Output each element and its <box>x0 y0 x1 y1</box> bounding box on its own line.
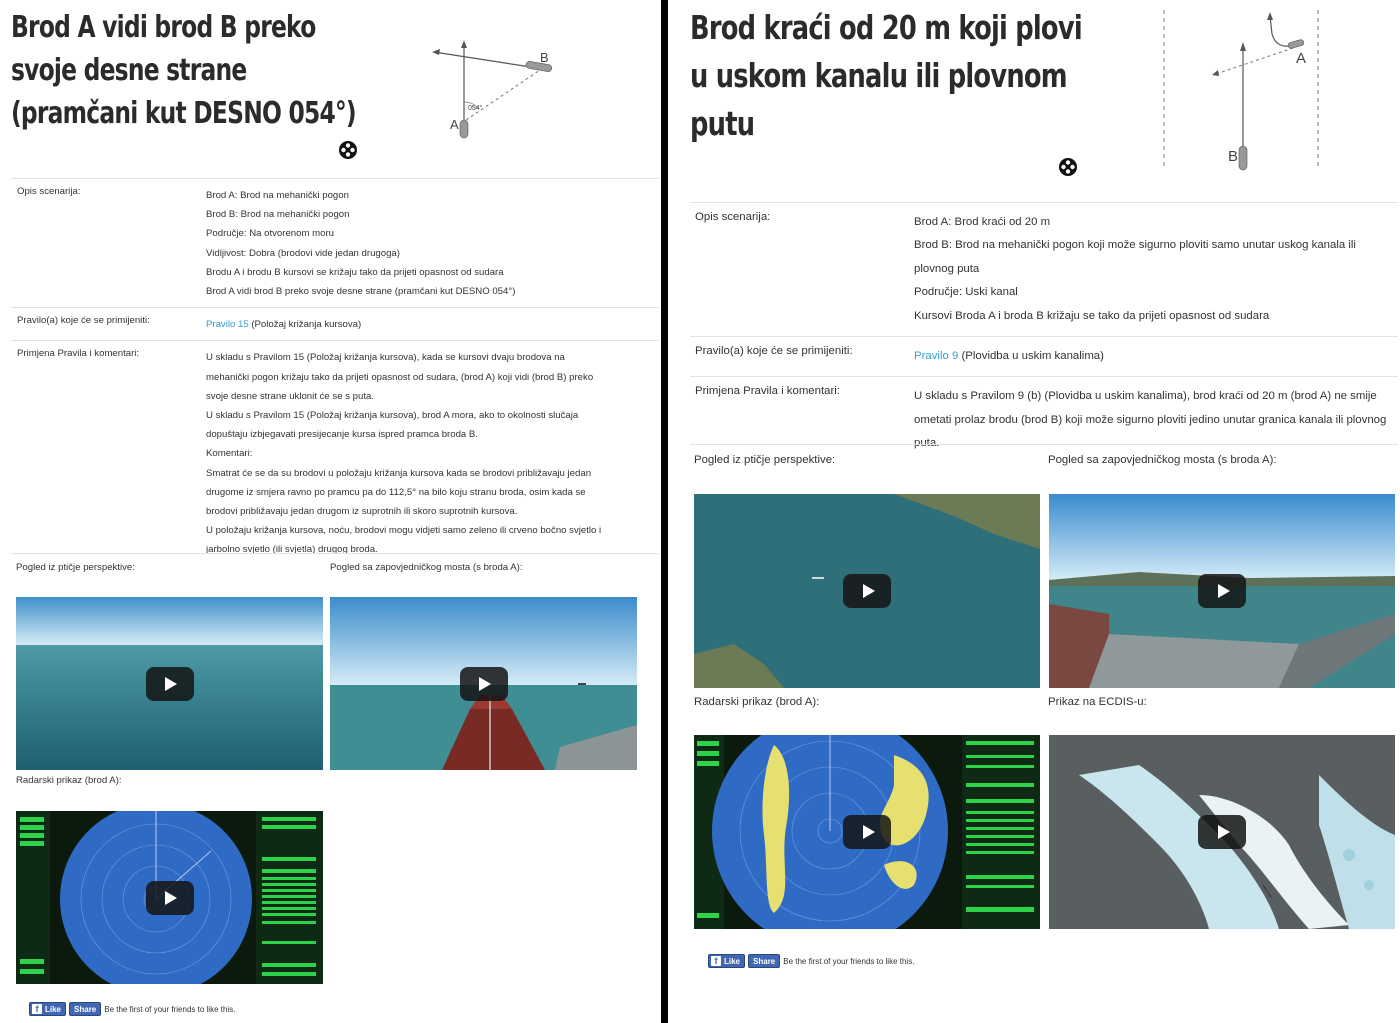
page-title <box>11 6 356 135</box>
social-text: Be the first of your friends to like this. <box>104 1004 236 1014</box>
title-line-2: u uskom kanalu ili plovnom <box>690 56 1067 95</box>
ship-b-label: B <box>1228 148 1239 165</box>
comment-line: jarbolno svjetlo (ili svjetla) drugog broda. <box>206 544 378 556</box>
facebook-social-bar <box>708 954 914 968</box>
comments-row <box>690 377 1398 464</box>
facebook-icon: f <box>32 1004 42 1014</box>
scenario-line: Brod A: Brod kraći od 20 m <box>914 216 1051 228</box>
bird-view-caption: Pogled iz ptičje perspektive: <box>16 562 135 573</box>
scenario-line: Brod A vidi brod B preko svoje desne strane (pramčani kut DESNO 054°) <box>206 286 516 298</box>
rules-row <box>11 308 659 341</box>
bearing-line <box>1216 48 1293 74</box>
bird-view-video[interactable] <box>16 597 323 770</box>
scenario-row <box>690 203 1398 337</box>
comment-line: Komentari: <box>206 448 253 460</box>
share-cluster-icon[interactable] <box>338 140 358 160</box>
scenario-label: Opis scenarija: <box>690 203 914 337</box>
scenario-value <box>914 203 1398 337</box>
scenario-line: Područje: Uski kanal <box>914 286 1018 299</box>
comment-line: brodovi približavaju jedan drugom iz suprotnih ili skoro suprotnih kursova. <box>206 506 518 518</box>
bridge-view-video[interactable] <box>330 597 637 770</box>
comment-line: ometati prolaz brodu (brod B) koji može sigurno ploviti jedino unutar granica kanala ili plovnog <box>914 413 1387 426</box>
scenario-line: Brod B: Brod na mehanički pogon koji može sigurno ploviti samo unutar uskog kanala ili <box>914 239 1356 252</box>
comment-line: U skladu s Pravilom 15 (Položaj križanja kursova), kada se kursovi dvaju brodova na <box>206 352 565 364</box>
play-icon[interactable] <box>1198 574 1246 608</box>
facebook-like-button[interactable] <box>29 1002 66 1016</box>
comment-line: mehanički pogon križaju tako da prijeti opasnost od sudara, (brod A) koji vidi (brod B) preko <box>206 371 594 383</box>
comment-line: U skladu s Pravilom 9 (b) (Plovidba u uskim kanalima), brod kraći od 20 m (brod A) ne smije <box>914 390 1377 403</box>
rule-description: (Plovidba u uskim kanalima) <box>958 350 1104 363</box>
comments-value <box>206 341 659 566</box>
play-icon[interactable] <box>843 574 891 608</box>
radar-caption: Radarski prikaz (brod A): <box>694 696 820 708</box>
share-cluster-icon[interactable] <box>1058 157 1078 177</box>
comment-line: puta. <box>914 437 940 450</box>
scenario-line: Brod B: Brod na mehanički pogon <box>206 209 350 221</box>
title-line-1: Brod kraći od 20 m koji plovi <box>690 8 1082 47</box>
comments-row <box>11 341 659 566</box>
bridge-view-caption: Pogled sa zapovjedničkog mosta (s broda A): <box>330 562 523 573</box>
ship-a-label: A <box>1296 50 1307 67</box>
rules-row <box>690 337 1398 377</box>
rule-description: (Položaj križanja kursova) <box>248 319 362 331</box>
ecdis-caption: Prikaz na ECDIS-u: <box>1048 696 1147 708</box>
scenario-line: Brod A: Brod na mehanički pogon <box>206 190 349 201</box>
radar-video[interactable] <box>16 811 323 984</box>
ship-a-icon <box>460 120 468 138</box>
scenario-line: Područje: Na otvorenom moru <box>206 228 334 240</box>
facebook-icon: f <box>711 956 721 966</box>
ship-b-label: B <box>540 50 549 65</box>
ship-b-icon <box>1239 146 1247 170</box>
ship-a-icon <box>1287 39 1304 49</box>
crossing-diagram <box>430 40 565 140</box>
bird-view-video[interactable] <box>694 494 1040 688</box>
ecdis-video[interactable] <box>1049 735 1395 929</box>
rules-label: Pravilo(a) koje će se primijeniti: <box>690 337 914 377</box>
comment-line: U položaju križanja kursova, noću, brodovi mogu vidjeti samo zeleno ili crveno bočno svjetlo i <box>206 525 602 537</box>
scenario-table <box>690 202 1398 464</box>
comment-line: U skladu s Pravilom 15 (Položaj križanja kursova), brod A mora, ako to okolnosti slučaja <box>206 410 579 422</box>
rules-label: Pravilo(a) koje će se primijeniti: <box>11 308 206 341</box>
play-icon[interactable] <box>1198 815 1246 849</box>
scenario-line: Vidljivost: Dobra (brodovi vide jedan drugoga) <box>206 247 400 259</box>
left-page <box>0 0 661 1023</box>
narrow-channel-diagram <box>1156 8 1326 173</box>
social-text: Be the first of your friends to like this. <box>783 956 915 966</box>
title-line-3: putu <box>690 104 755 143</box>
right-page <box>668 0 1400 1023</box>
scenario-line: Brodu A i brodu B kursovi se križaju tako da prijeti opasnost od sudara <box>206 266 504 278</box>
rule-link[interactable]: Pravilo 9 <box>914 350 959 363</box>
bridge-view-video[interactable] <box>1049 494 1395 688</box>
rules-value <box>914 337 1398 377</box>
comment-line: Smatrat će se da su brodovi u položaju križanja kursova kada se brodovi približavaju jedan <box>206 467 592 479</box>
scenario-row <box>11 179 659 308</box>
play-icon[interactable] <box>460 667 508 701</box>
rules-value <box>206 308 659 341</box>
title-line-3: (pramčani kut DESNO 054°) <box>11 96 356 131</box>
comment-line: dopuštaju izbjegavati presijecanje kursa ispred pramca broda B. <box>206 429 478 441</box>
page-title <box>690 4 1082 148</box>
bird-view-caption: Pogled iz ptičje perspektive: <box>694 454 836 466</box>
like-label: Like <box>45 1004 62 1014</box>
comments-label: Primjena Pravila i komentari: <box>11 341 206 566</box>
comments-value <box>914 377 1398 464</box>
facebook-social-bar <box>29 1002 235 1016</box>
title-line-1: Brod A vidi brod B preko <box>11 10 316 45</box>
scenario-label: Opis scenarija: <box>11 179 206 308</box>
bridge-view-caption: Pogled sa zapovjedničkog mosta (s broda A): <box>1048 454 1277 466</box>
facebook-share-button[interactable]: Share <box>69 1002 101 1016</box>
play-icon[interactable] <box>146 667 194 701</box>
like-label: Like <box>724 956 741 966</box>
title-line-2: svoje desne strane <box>11 53 247 88</box>
play-icon[interactable] <box>843 815 891 849</box>
facebook-like-button[interactable] <box>708 954 745 968</box>
scenario-line: plovnog puta <box>914 262 980 275</box>
radar-caption: Radarski prikaz (brod A): <box>16 775 122 786</box>
ship-a-label: A <box>450 117 459 132</box>
facebook-share-button[interactable]: Share <box>748 954 780 968</box>
comments-label: Primjena Pravila i komentari: <box>690 377 914 464</box>
bearing-line <box>466 70 540 120</box>
play-icon[interactable] <box>146 881 194 915</box>
comment-line: drugome iz smjera ravno po pramcu pa do 112,5° na bilo koju stranu broda, osim kada se <box>206 486 586 498</box>
scenario-value <box>206 179 659 308</box>
page-divider <box>661 0 668 1023</box>
ship-a-track <box>1270 16 1291 46</box>
scenario-table <box>11 178 659 566</box>
rule-link[interactable]: Pravilo 15 <box>206 319 249 331</box>
scenario-line: Kursovi Broda A i broda B križaju se tako da prijeti opasnost od sudara <box>914 309 1270 322</box>
comment-line: svoje desne strane uklonit će se s puta. <box>206 390 374 402</box>
radar-video[interactable] <box>694 735 1040 929</box>
angle-label: 054° <box>468 105 483 112</box>
